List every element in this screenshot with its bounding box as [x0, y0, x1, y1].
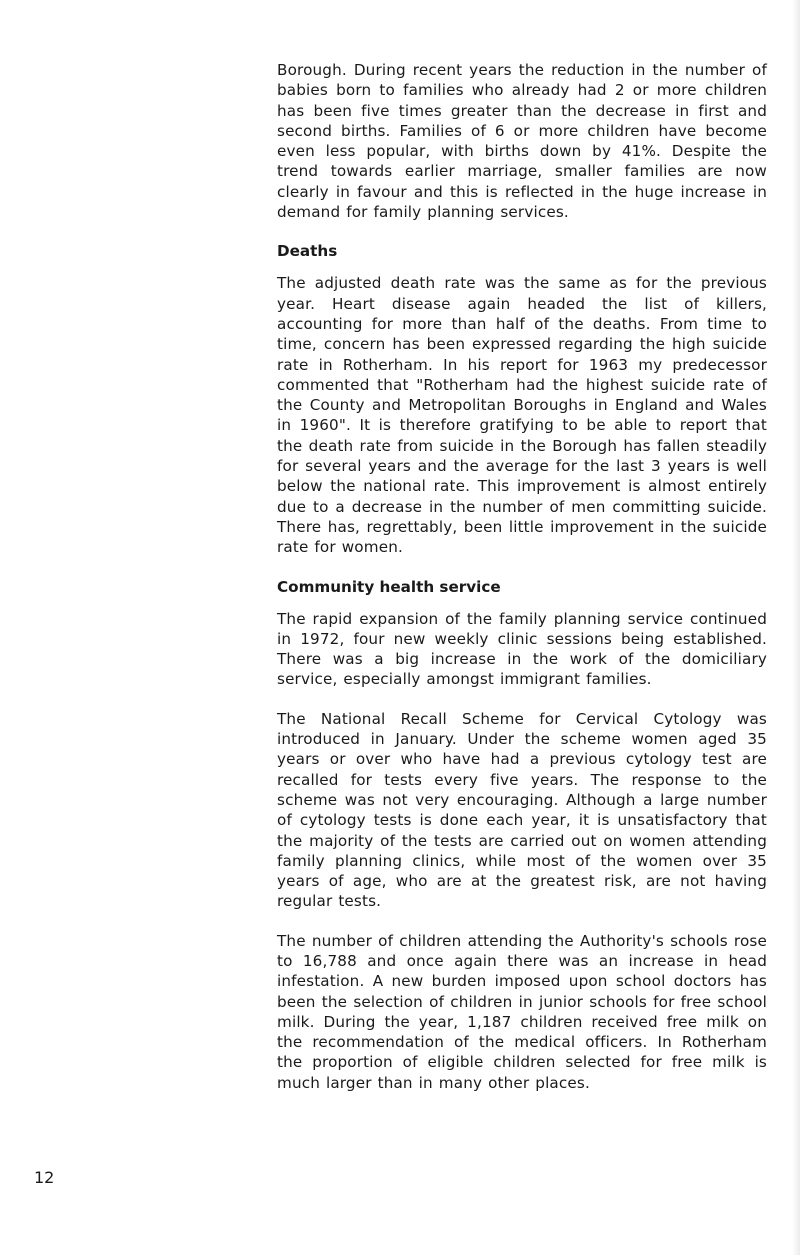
community-health-paragraph-3: The number of children attending the Authority's schools rose to 16,788 and once again there was an increase in head infestation. A new burden imposed upon school doctors has been the selection of children in junior schools for free school milk. During the year, 1,187 children received free milk on the recommendation of the medical officers. In Rotherham the proportion of eligible children selected for free milk is much larger than in many other places.	[277, 931, 767, 1092]
intro-paragraph: Borough. During recent years the reduction in the number of babies born to families who already had 2 or more children has been five times greater than the decrease in first and second births. Families of 6 or more children have become even less popular, with births down by 41%. Despite the trend towards earlier marriage, smaller families are now clearly in favour and this is reflected in the huge increase in demand for family planning services.	[277, 61, 767, 222]
section-heading-deaths: Deaths	[277, 242, 338, 261]
community-health-paragraph-1: The rapid expansion of the family planning service continued in 1972, four new weekly clinic sessions being established. There was a big increase in the work of the domiciliary service, especially amongst immigrant families.	[277, 609, 767, 689]
page-number: 12	[34, 1168, 55, 1187]
page-edge-shadow	[792, 0, 800, 1255]
deaths-paragraph: The adjusted death rate was the same as for the previous year. Heart disease again headed the list of killers, accounting for more than half of the deaths. From time to time, concern has been expressed regarding the high suicide rate in Rotherham. In his report for 1963 my predecessor commented that "Rotherham had the highest suicide rate of the County and Metropolitan Boroughs in England and Wales in 1960". It is therefore gratifying to be able to report that the death rate from suicide in the Borough has fallen steadily for several years and the average for the last 3 years is well below the national rate. This improvement is almost entirely due to a decrease in the number of men committing suicide. There has, regrettably, been little improvement in the suicide rate for women.	[277, 274, 767, 557]
section-heading-community-health: Community health service	[277, 577, 501, 596]
community-health-paragraph-2: The National Recall Scheme for Cervical Cytology was introduced in January. Under the scheme women aged 35 years or over who have had a previous cytology test are recalled for tests every five years. The response to the scheme was not very encouraging. Although a large number of cytology tests is done each year, it is unsatisfactory that the majority of the tests are carried out on women attending family planning clinics, while most of the women over 35 years of age, who are at the greatest risk, are not having regular tests.	[277, 709, 767, 911]
text-column	[277, 60, 767, 1112]
